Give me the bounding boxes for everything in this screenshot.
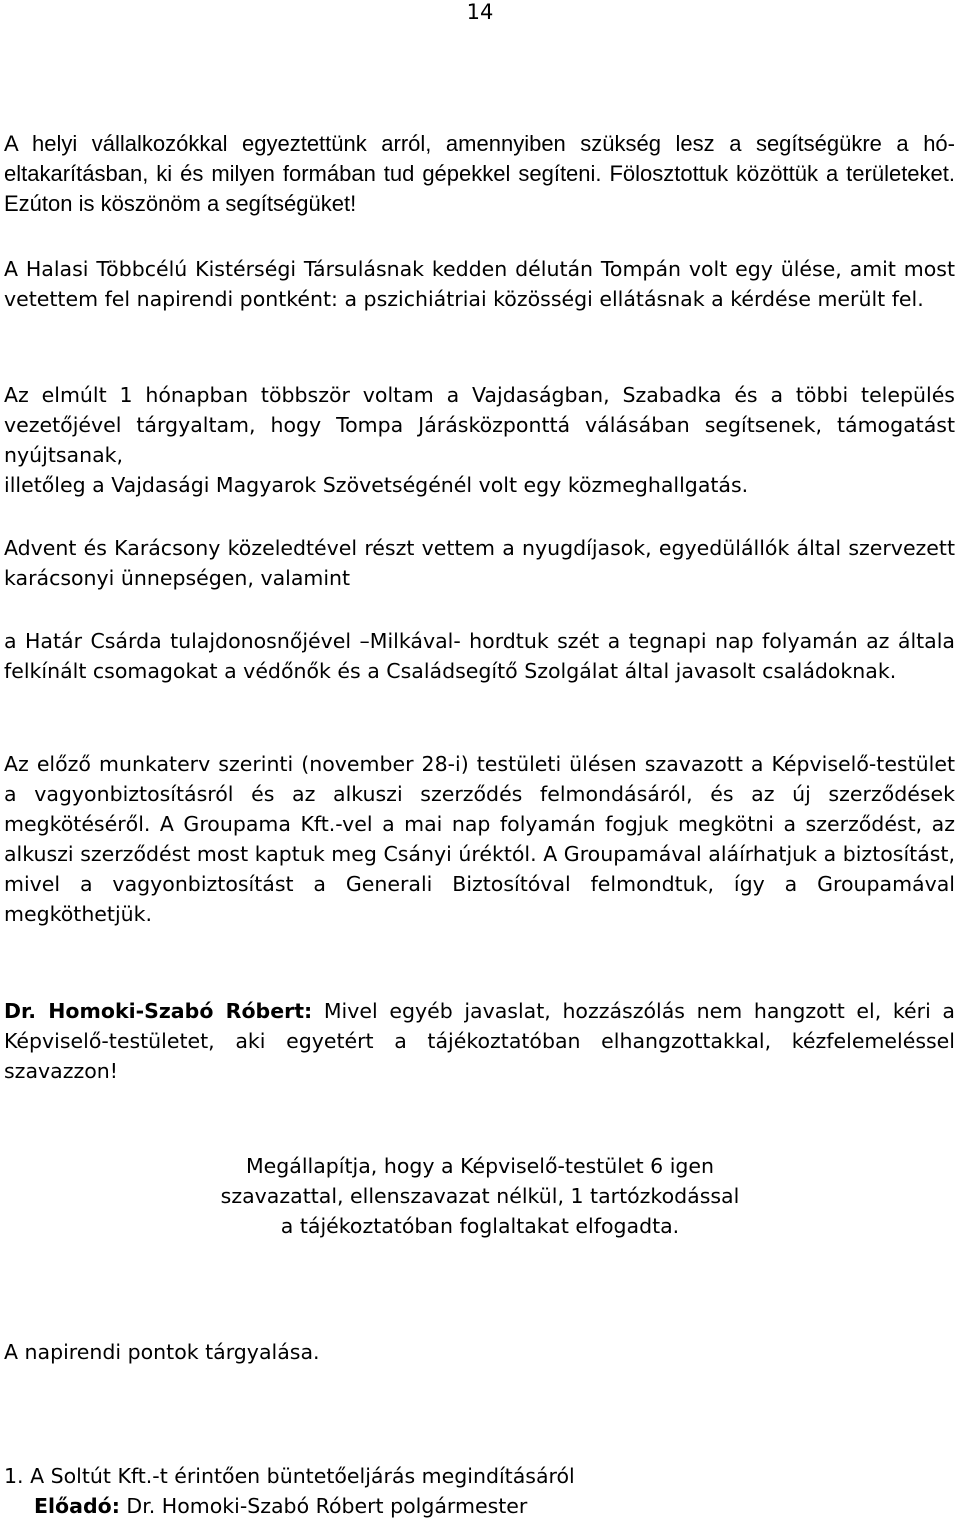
- paragraph-advent: Advent és Karácsony közeledtével részt vettem a nyugdíjasok, egyedülállók által szervezett karácsonyi ünnepségen, valamint: [4, 536, 955, 590]
- resolution-line-3: a tájékoztatóban foglaltakat elfogadta.: [280, 1214, 680, 1238]
- chair-statement-text: Mivel egyéb javaslat, hozzászólás nem hangzott el, kéri a Képviselő-testületet, aki egyetért a tájékoztatóban elhangzottakkal, kézfelemeléssel szavazzon!: [4, 999, 955, 1083]
- paragraph-snow-removal: A helyi vállalkozókkal egyeztettünk arról, amennyiben szükség lesz a segítségükre a hó-eltakarításban, ki és milyen formában tud gépekkel segíteni. Fölosztottuk közöttük a területeket. Ezúton is köszönöm a segítségüket!: [4, 131, 955, 216]
- presenter-line: [34, 1491, 934, 1521]
- paragraph-groupama: Az előző munkaterv szerinti (november 28-i) testületi ülésen szavazott a Képviselő-testület a vagyonbiztosításról és az alkuszi szerződés felmondásáról, és az új szerződések megkötéséről. A Groupama Kft.-vel a mai nap folyamán fogjuk megkötni a szerződést, az alkuszi szerződést most kaptuk meg Csányi úréktól. A Groupamával aláírhatjuk a biztosítást, mivel a vagyonbiztosítást a Generali Biztosítóval felmondtuk, így a Groupamával megköthetjük.: [4, 752, 955, 926]
- vajdasag-main: Az elmúlt 1 hónapban többször voltam a Vajdaságban, Szabadka és a többi település vezetőjével tárgyaltam, hogy Tompa Járásközponttá válásában segítsenek, támogatást nyújtsanak,: [4, 383, 955, 467]
- paragraph-chair-statement: [4, 996, 955, 1086]
- paragraph-kisterseg: A Halasi Többcélú Kistérségi Társulásnak kedden délután Tompán volt egy ülése, amit most vetettem fel napirendi pontként: a pszichiátriai közösségi ellátásnak a kérdése merült fel.: [4, 257, 955, 311]
- paragraph-hatar-csarda: a Határ Csárda tulajdonosnőjével –Milkával- hordtuk szét a tegnapi nap folyamán az általa felkínált csomagokat a védőnők és a Családsegítő Szolgálat által javasolt családoknak.: [4, 629, 955, 683]
- speaker-name: Dr. Homoki-Szabó Róbert:: [4, 999, 313, 1023]
- presenter-label: Előadó:: [34, 1494, 120, 1518]
- agenda-heading: A napirendi pontok tárgyalása.: [4, 1340, 320, 1364]
- presenter-name: Dr. Homoki-Szabó Róbert polgármester: [119, 1494, 528, 1518]
- resolution-line-1: Megállapítja, hogy a Képviselő-testület 6 igen: [245, 1154, 715, 1178]
- page-number: 14: [466, 0, 494, 24]
- resolution-block: [0, 1151, 960, 1241]
- agenda-item-1: 1. A Soltút Kft.-t érintően büntetőeljárás megindításáról: [4, 1464, 575, 1488]
- vajdasag-cont: illetőleg a Vajdasági Magyarok Szövetségénél volt egy közmeghallgatás.: [4, 473, 749, 497]
- paragraph-vajdasag: [4, 380, 955, 500]
- resolution-line-2: szavazattal, ellenszavazat nélkül, 1 tartózkodással: [220, 1184, 740, 1208]
